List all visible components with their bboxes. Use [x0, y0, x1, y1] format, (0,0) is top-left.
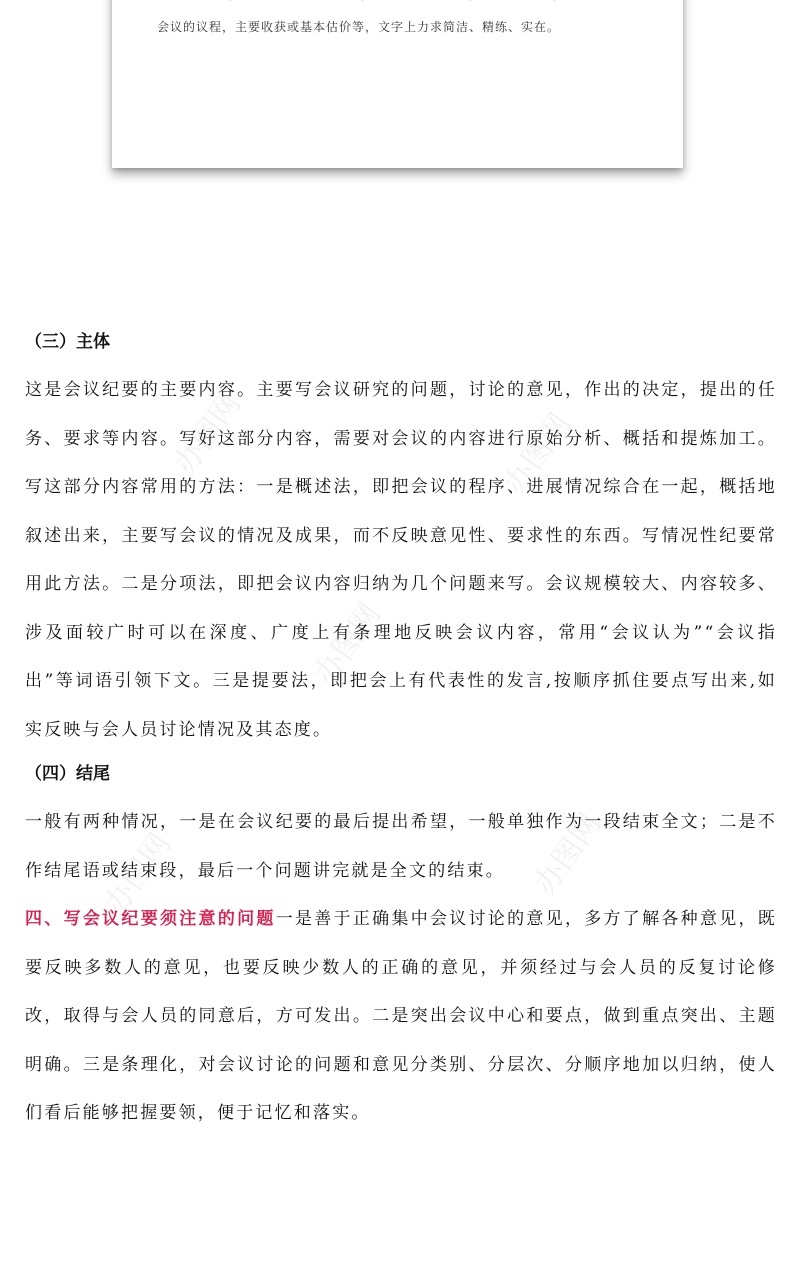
watermark: 办图网 — [527, 807, 609, 901]
watermark: 办图网 — [497, 407, 579, 501]
watermark: 办图网 — [97, 827, 179, 921]
paragraph-ending: 一般有两种情况，一是在会议纪要的最后提出希望，一般单独作为一段结束全文；二是不作结尾语或结束段，最后一个问题讲完就是全文的结束。 — [25, 812, 777, 881]
preview-text-cut-line — [157, 0, 637, 3]
preview-text-cut — [157, 0, 565, 1]
preview-text-line: 会议的议程，主要收获或基本估价等，文字上力求简洁、精练、实在。 — [157, 20, 561, 34]
notes-body: 一是善于正确集中会议讨论的意见，多方了解各种意见，既要反映多数人的意见，也要反映少数人的正确的意见，并须经过与会人员的反复讨论修改，取得与会人员的同意后，方可发出。二是突出会议中心和要点，做到重点突出、主题明确。三是条理化，对会议讨论的问题和意见分类别、分层次、分顺序地加以归纳，使人们看后能够把握要领，便于记忆和落实。 — [25, 909, 777, 1123]
paragraph-notes — [25, 895, 777, 1138]
document-preview-card — [112, 0, 683, 168]
article-body — [25, 328, 777, 1138]
section-heading-ending: （四）结尾 — [25, 764, 110, 784]
notes-heading: 四、写会议纪要须注意的问题 — [25, 909, 276, 929]
watermark: 办图网 — [307, 597, 389, 691]
paragraph-main-body: 这是会议纪要的主要内容。主要写会议研究的问题，讨论的意见，作出的决定，提出的任务、要求等内容。写好这部分内容，需要对会议的内容进行原始分析、概括和提炼加工。写这部分内容常用的方法：一是概述法，即把会议的程序、进展情况综合在一起，概括地叙述出来，主要写会议的情况及成果，而不反映意见性、要求性的东西。写情况性纪要常用此方法。二是分项法，即把会议内容归纳为几个问题来写。会议规模较大、内容较多、涉及面较广时可以在深度、广度上有条理地反映会议内容，常用“会议认为”“会议指出”等词语引领下文。三是提要法，即把会上有代表性的发言,按顺序抓住要点写出来,如实反映与会人员讨论情况及其态度。 — [25, 380, 777, 740]
watermark: 办图网 — [167, 387, 249, 481]
section-heading-main-body: （三）主体 — [25, 332, 110, 352]
